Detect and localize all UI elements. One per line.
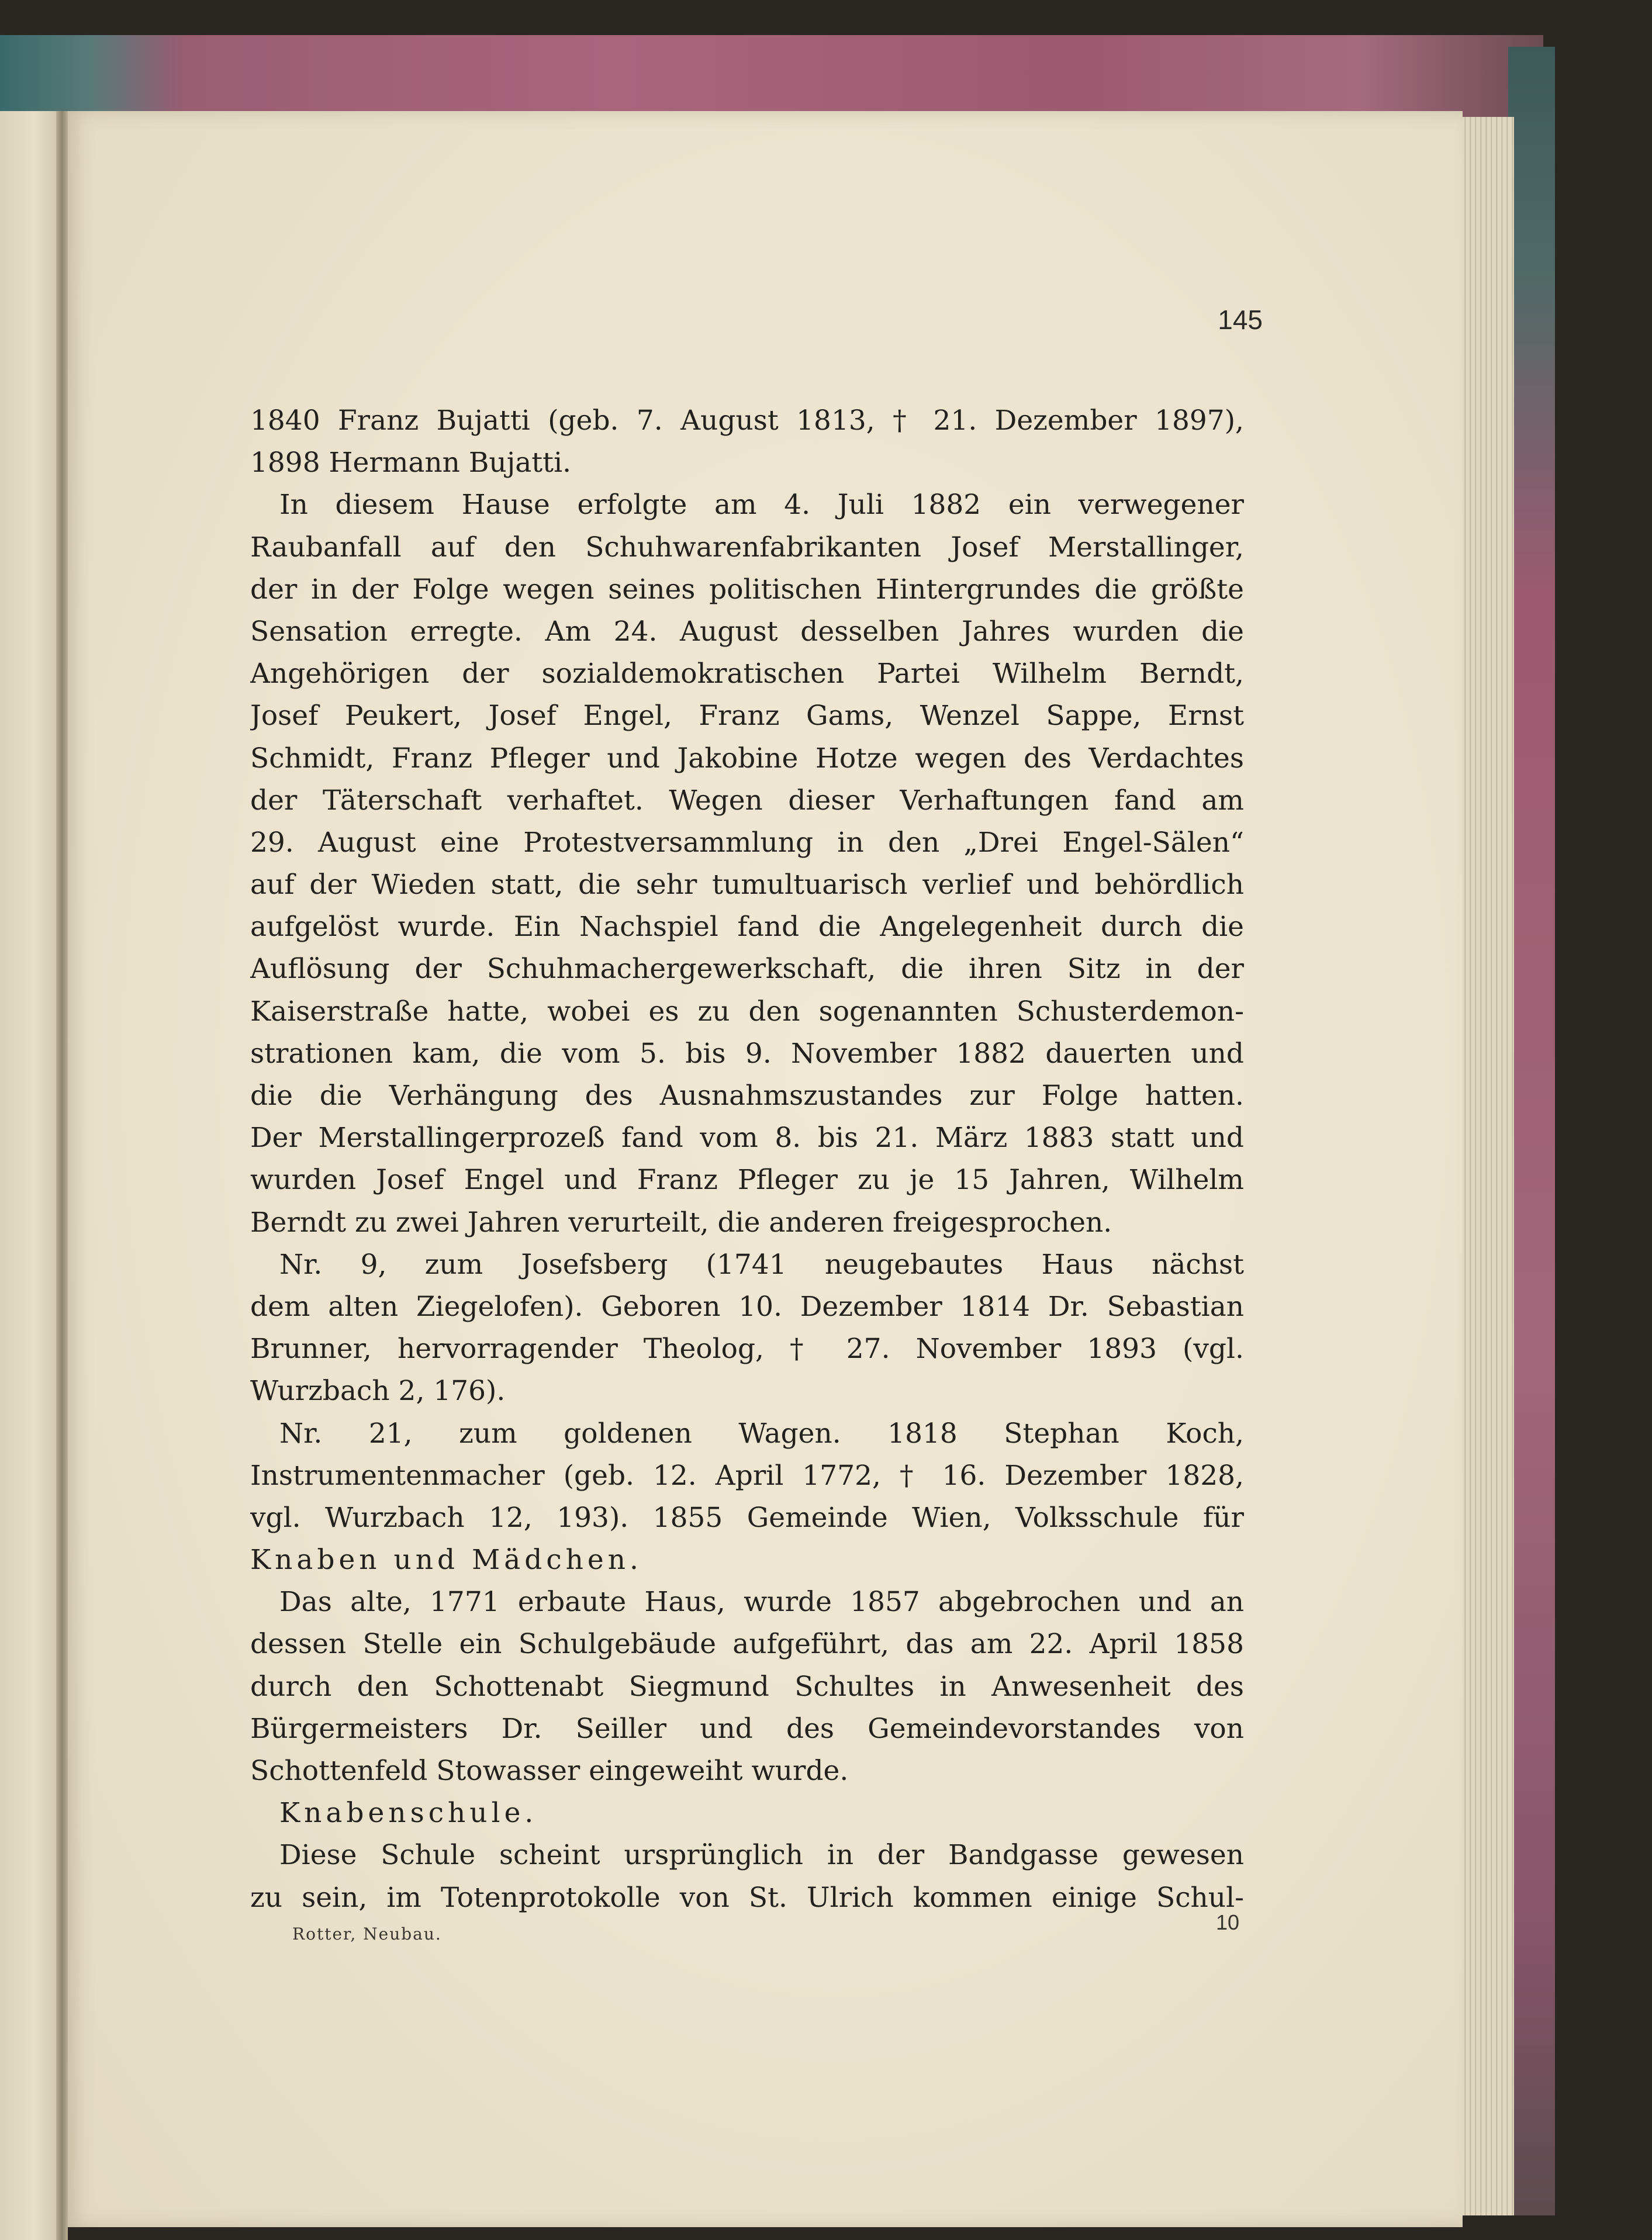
text-line: Josef Peukert, Josef Engel, Franz Gams, Wenzel Sappe, Ernst: [250, 700, 1244, 732]
footer-author: Rotter, Neubau.: [292, 1924, 442, 1944]
text-line: Nr. 9, zum Josefsberg (1741 neugebautes Haus nächst: [279, 1248, 1244, 1281]
text-line: wurden Josef Engel und Franz Pfleger zu je 15 Jahren, Wilhelm: [250, 1164, 1244, 1197]
text-line: strationen kam, die vom 5. bis 9. November 1882 dauerten und: [250, 1037, 1244, 1070]
book-cover-right: [1508, 47, 1555, 2233]
page-block-edges: [1456, 117, 1514, 2215]
book-gutter: [56, 111, 68, 2240]
text-line: Knaben und Mädchen.: [250, 1544, 642, 1577]
text-line: Angehörigen der sozialdemokratischen Partei Wilhelm Berndt,: [250, 658, 1244, 690]
text-line: dessen Stelle ein Schulgebäude aufgeführt, das am 22. April 1858: [250, 1628, 1244, 1661]
text-line: Diese Schule scheint ursprünglich in der Bandgasse gewesen: [279, 1839, 1244, 1872]
text-line: Schottenfeld Stowasser eingeweiht wurde.: [250, 1755, 849, 1787]
text-line: der in der Folge wegen seines politischen Hintergrundes die größte: [250, 573, 1244, 606]
text-line: zu sein, im Totenprotokolle von St. Ulrich kommen einige Schul-: [250, 1881, 1244, 1914]
text-line: Nr. 21, zum goldenen Wagen. 1818 Stephan Koch,: [279, 1417, 1244, 1450]
text-line: 1840 Franz Bujatti (geb. 7. August 1813, † 21. Dezember 1897),: [250, 405, 1244, 437]
left-page-edge: [0, 111, 58, 2240]
text-line: In diesem Hause erfolgte am 4. Juli 1882 ein verwegener: [279, 489, 1244, 521]
text-line: Berndt zu zwei Jahren verurteilt, die anderen freigesprochen.: [250, 1206, 1112, 1239]
text-line: Instrumentenmacher (geb. 12. April 1772, † 16. Dezember 1828,: [250, 1459, 1244, 1492]
page-number: 145: [1218, 305, 1263, 335]
text-line: Auflösung der Schuhmachergewerkschaft, die ihren Sitz in der: [250, 953, 1244, 986]
text-line: auf der Wieden statt, die sehr tumultuarisch verlief und behördlich: [250, 869, 1244, 901]
text-line: Sensation erregte. Am 24. August desselben Jahres wurden die: [250, 615, 1244, 648]
text-line: Das alte, 1771 erbaute Haus, wurde 1857 abgebrochen und an: [279, 1586, 1244, 1619]
text-line: Bürgermeisters Dr. Seiller und des Gemeindevorstandes von: [250, 1712, 1244, 1745]
text-line: 1898 Hermann Bujatti.: [250, 447, 572, 479]
text-line: der Täterschaft verhaftet. Wegen dieser Verhaftungen fand am: [250, 784, 1244, 817]
text-line: Schmidt, Franz Pfleger und Jakobine Hotze wegen des Verdachtes: [250, 742, 1244, 775]
text-line: Der Merstallingerprozeß fand vom 8. bis 21. März 1883 statt und: [250, 1122, 1244, 1154]
text-line: die die Verhängung des Ausnahmszustandes zur Folge hatten.: [250, 1080, 1244, 1112]
text-line: Brunner, hervorragender Theolog, † 27. November 1893 (vgl.: [250, 1333, 1244, 1366]
signature-mark: 10: [1215, 1910, 1239, 1934]
text-line: Wurzbach 2, 176).: [250, 1375, 506, 1408]
body-text: [250, 400, 1244, 1919]
text-line: Knabenschule.: [279, 1797, 538, 1830]
text-line: 29. August eine Protestversammlung in den „Drei Engel-Sälen“: [250, 826, 1244, 859]
text-line: Kaiserstraße hatte, wobei es zu den sogenannten Schusterdemon-: [250, 995, 1244, 1028]
text-line: Raubanfall auf den Schuhwarenfabrikanten Josef Merstallinger,: [250, 531, 1244, 564]
text-line: vgl. Wurzbach 12, 193). 1855 Gemeinde Wien, Volksschule für: [250, 1501, 1244, 1534]
text-line: dem alten Ziegelofen). Geboren 10. Dezember 1814 Dr. Sebastian: [250, 1290, 1244, 1323]
text-line: aufgelöst wurde. Ein Nachspiel fand die Angelegenheit durch die: [250, 911, 1244, 943]
text-line: durch den Schottenabt Siegmund Schultes in Anwesenheit des: [250, 1670, 1244, 1703]
